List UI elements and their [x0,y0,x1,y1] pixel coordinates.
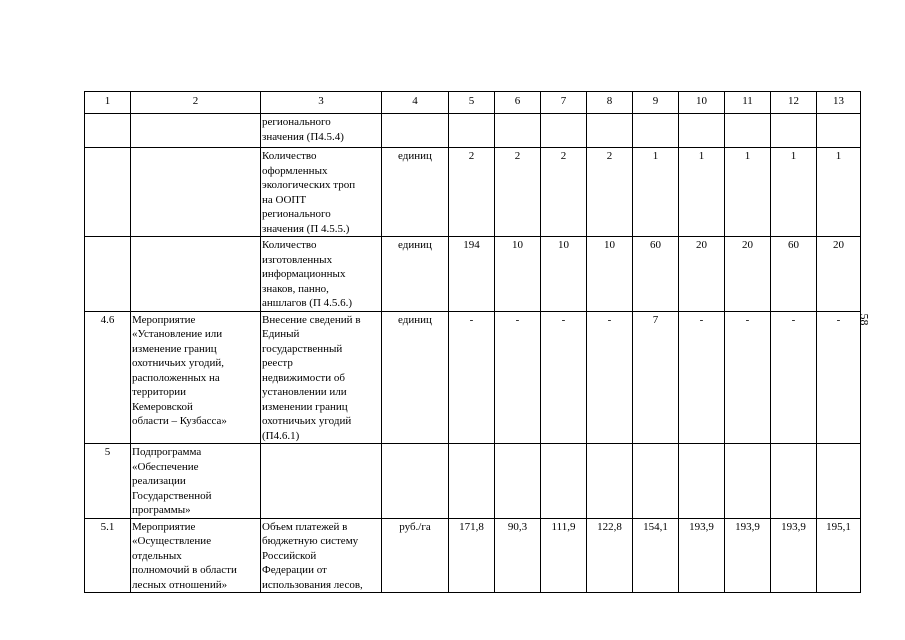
table-row [85,148,861,237]
table-cell: Внесение сведений в Единый государственный реестр недвижимости об установлении или изменении границ охотничьих угодий (П4.6.1) [261,311,382,444]
table-cell: 193,9 [725,518,771,593]
table-cell: - [817,311,861,444]
indicators-table [84,91,861,593]
table-row [85,311,861,444]
table-cell: 60 [633,237,679,312]
column-number-cell: 1 [85,92,131,114]
table-cell: - [587,311,633,444]
table-cell [85,114,131,148]
table-cell: 1 [725,148,771,237]
table-cell [131,237,261,312]
table-cell: Мероприятие «Осуществление отдельных полномочий в области лесных отношений» [131,518,261,593]
table-row [85,114,861,148]
table-cell [633,114,679,148]
table-cell [261,444,382,519]
table-cell [541,114,587,148]
table-cell: 20 [817,237,861,312]
table-cell: единиц [382,148,449,237]
table-cell [633,444,679,519]
table-cell: - [541,311,587,444]
table-cell: 193,9 [679,518,725,593]
table-cell [495,444,541,519]
table-cell: 4.6 [85,311,131,444]
table-cell: 1 [679,148,725,237]
table-cell: 194 [449,237,495,312]
table-row [85,237,861,312]
table-cell [771,444,817,519]
table-cell: руб./га [382,518,449,593]
table-cell: 122,8 [587,518,633,593]
table-cell [449,444,495,519]
table-header-row [85,92,861,114]
table-cell: 2 [495,148,541,237]
table-cell [725,444,771,519]
table-cell: 2 [541,148,587,237]
table-cell: 2 [587,148,633,237]
table-cell [382,114,449,148]
table-row [85,444,861,519]
table-cell: единиц [382,237,449,312]
table-cell: 10 [495,237,541,312]
table-cell: 10 [587,237,633,312]
table-cell: - [725,311,771,444]
table-cell [131,148,261,237]
table-row [85,518,861,593]
table-cell: 7 [633,311,679,444]
table-cell: 10 [541,237,587,312]
table-cell [587,114,633,148]
table-cell: 111,9 [541,518,587,593]
column-number-cell: 5 [449,92,495,114]
table-cell: 195,1 [817,518,861,593]
column-number-cell: 3 [261,92,382,114]
table-cell: 5.1 [85,518,131,593]
column-number-cell: 10 [679,92,725,114]
table-cell: 20 [725,237,771,312]
table-cell [587,444,633,519]
column-number-cell: 12 [771,92,817,114]
table-cell: 60 [771,237,817,312]
column-number-cell: 9 [633,92,679,114]
column-number-cell: 2 [131,92,261,114]
table-cell [85,237,131,312]
table-cell [541,444,587,519]
table-cell [725,114,771,148]
column-number-cell: 6 [495,92,541,114]
table-cell: 2 [449,148,495,237]
column-number-cell: 11 [725,92,771,114]
table-cell: 20 [679,237,725,312]
table-cell: Мероприятие «Установление или изменение границ охотничьих угодий, расположенных на территории Кемеровской области – Кузбасса» [131,311,261,444]
table-cell: - [495,311,541,444]
column-number-cell: 7 [541,92,587,114]
table-cell [817,114,861,148]
table-cell: Количество оформленных экологических троп на ООПТ регионального значения (П 4.5.5.) [261,148,382,237]
table-cell: 1 [633,148,679,237]
table-cell [679,114,725,148]
table-cell: 154,1 [633,518,679,593]
table-cell: 1 [771,148,817,237]
table-cell: - [679,311,725,444]
table-cell: 1 [817,148,861,237]
table-cell: Подпрограмма «Обеспечение реализации Государственной программы» [131,444,261,519]
table-cell: Объем платежей в бюджетную систему Российской Федерации от использования лесов, [261,518,382,593]
table-cell: - [449,311,495,444]
table-cell [85,148,131,237]
column-number-cell: 13 [817,92,861,114]
table-cell [817,444,861,519]
column-number-cell: 4 [382,92,449,114]
table-cell: регионального значения (П4.5.4) [261,114,382,148]
table-cell [495,114,541,148]
table-cell: единиц [382,311,449,444]
table-cell [679,444,725,519]
table-cell [382,444,449,519]
table-cell: Количество изготовленных информационных знаков, панно, аншлагов (П 4.5.6.) [261,237,382,312]
table-cell: 5 [85,444,131,519]
table-cell: 90,3 [495,518,541,593]
column-number-cell: 8 [587,92,633,114]
table-cell: 171,8 [449,518,495,593]
table-cell: - [771,311,817,444]
page-number: 58 [857,313,872,326]
table-cell: 193,9 [771,518,817,593]
table-cell [449,114,495,148]
table-cell [131,114,261,148]
table-cell [771,114,817,148]
